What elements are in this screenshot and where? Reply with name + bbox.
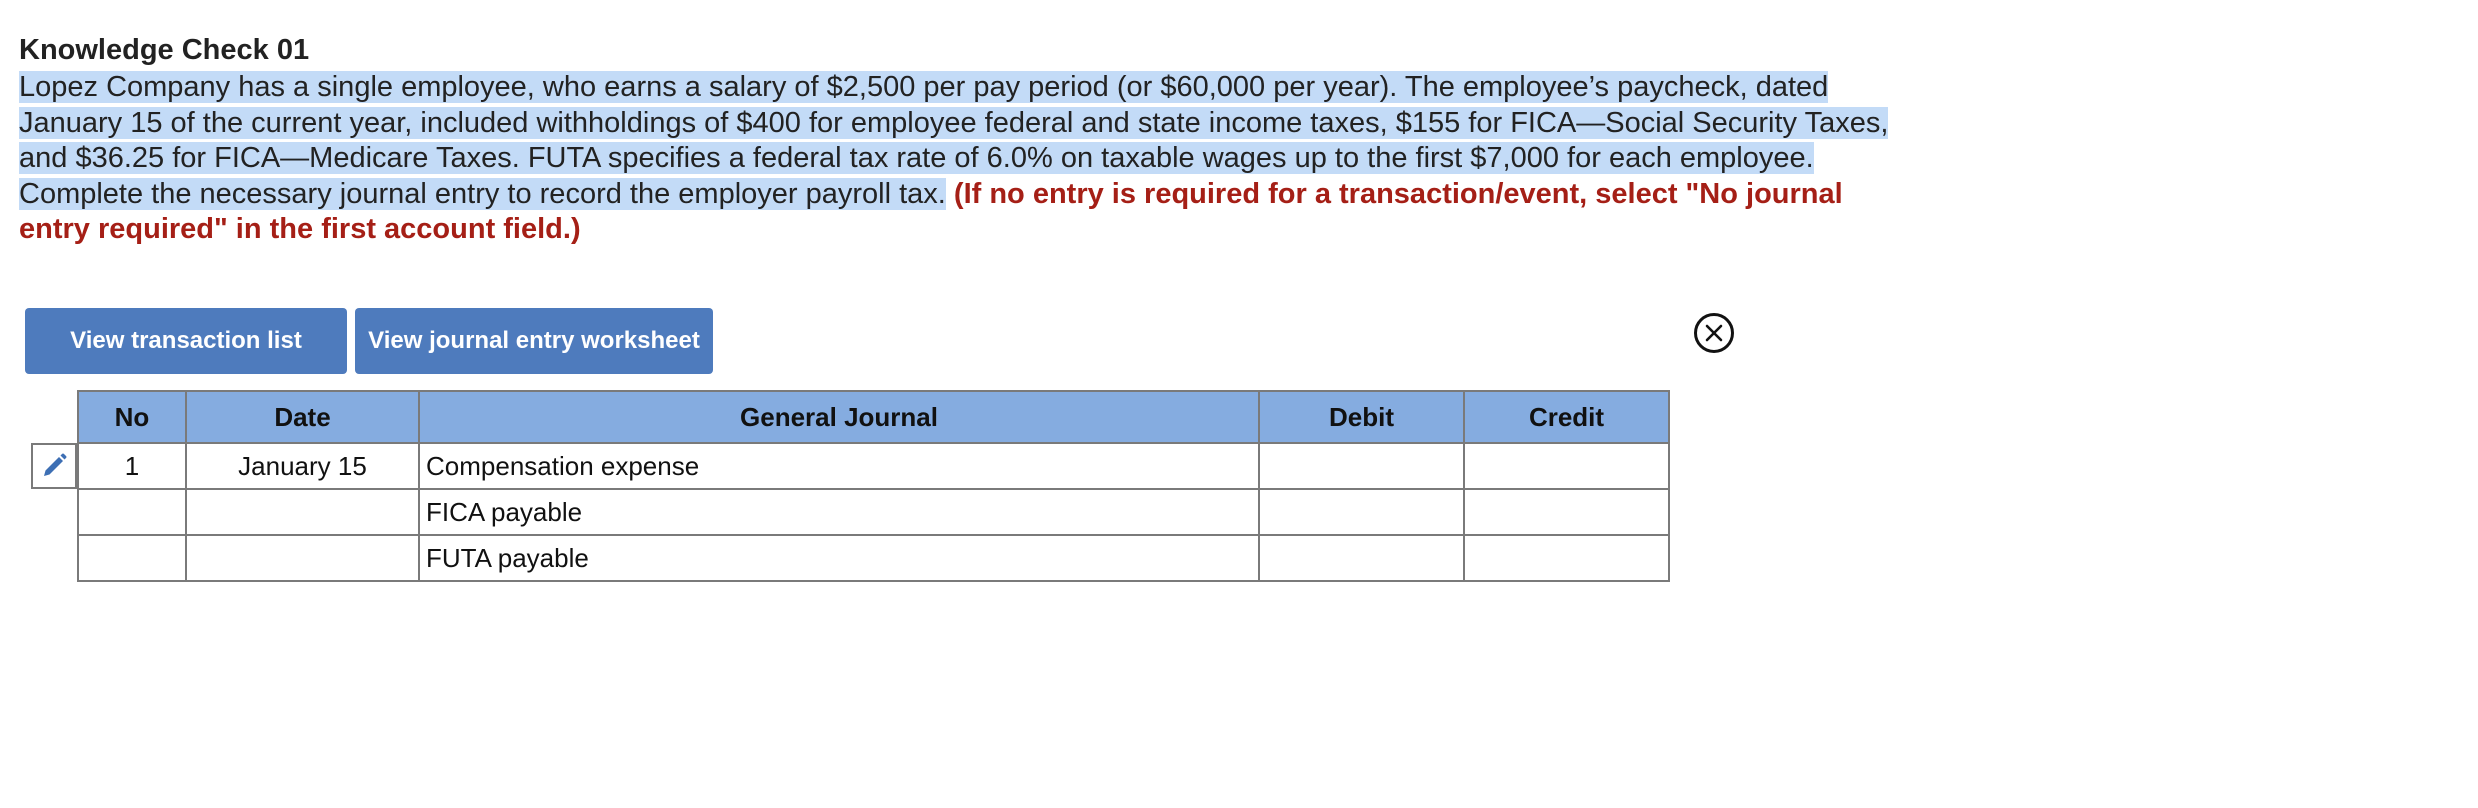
question-text (19, 70, 1899, 248)
row-no (78, 489, 186, 535)
row-credit (1464, 443, 1669, 489)
journal-header-row (78, 391, 1669, 443)
header-no: No (78, 391, 186, 443)
row-no (78, 535, 186, 581)
question-block (19, 30, 1919, 248)
row-debit (1259, 443, 1464, 489)
close-icon[interactable] (1694, 313, 1734, 353)
view-transaction-list-button[interactable]: View transaction list (25, 308, 347, 374)
pencil-icon (40, 452, 68, 480)
row-credit (1464, 535, 1669, 581)
view-journal-entry-worksheet-button[interactable]: View journal entry worksheet (355, 308, 713, 374)
table-row (78, 535, 1669, 581)
row-date (186, 489, 419, 535)
header-credit: Credit (1464, 391, 1669, 443)
header-general-journal: General Journal (419, 391, 1259, 443)
table-row (78, 489, 1669, 535)
journal-table (77, 390, 1670, 582)
row-no: 1 (78, 443, 186, 489)
row-credit (1464, 489, 1669, 535)
row-account: FUTA payable (419, 535, 1259, 581)
question-body: Lopez Company has a single employee, who earns a salary of $2,500 per pay period (or $60,000 per year). The employee’s paycheck, dated January 15 of the current year, included withholdings of $400 for employee federal and state income taxes, $155 for FICA—Social Security Taxes, and $36.25 for FICA—Medicare Taxes. FUTA specifies a federal tax rate of 6.0% on taxable wages up to the first $7,000 for each employee. Complete the necessary journal entry to record the employer payroll tax. (19, 71, 1889, 210)
edit-entry-button[interactable] (31, 443, 77, 489)
row-debit (1259, 489, 1464, 535)
question-instruction: (If no entry is required for a transaction/event, select "No journal entry required" in the first account field.) (19, 177, 1843, 245)
header-date: Date (186, 391, 419, 443)
question-title: Knowledge Check 01 (19, 34, 310, 66)
row-date: January 15 (186, 443, 419, 489)
row-account: FICA payable (419, 489, 1259, 535)
row-account: Compensation expense (419, 443, 1259, 489)
header-debit: Debit (1259, 391, 1464, 443)
close-x-glyph (1703, 322, 1725, 344)
row-debit (1259, 535, 1464, 581)
row-date (186, 535, 419, 581)
table-row (78, 443, 1669, 489)
